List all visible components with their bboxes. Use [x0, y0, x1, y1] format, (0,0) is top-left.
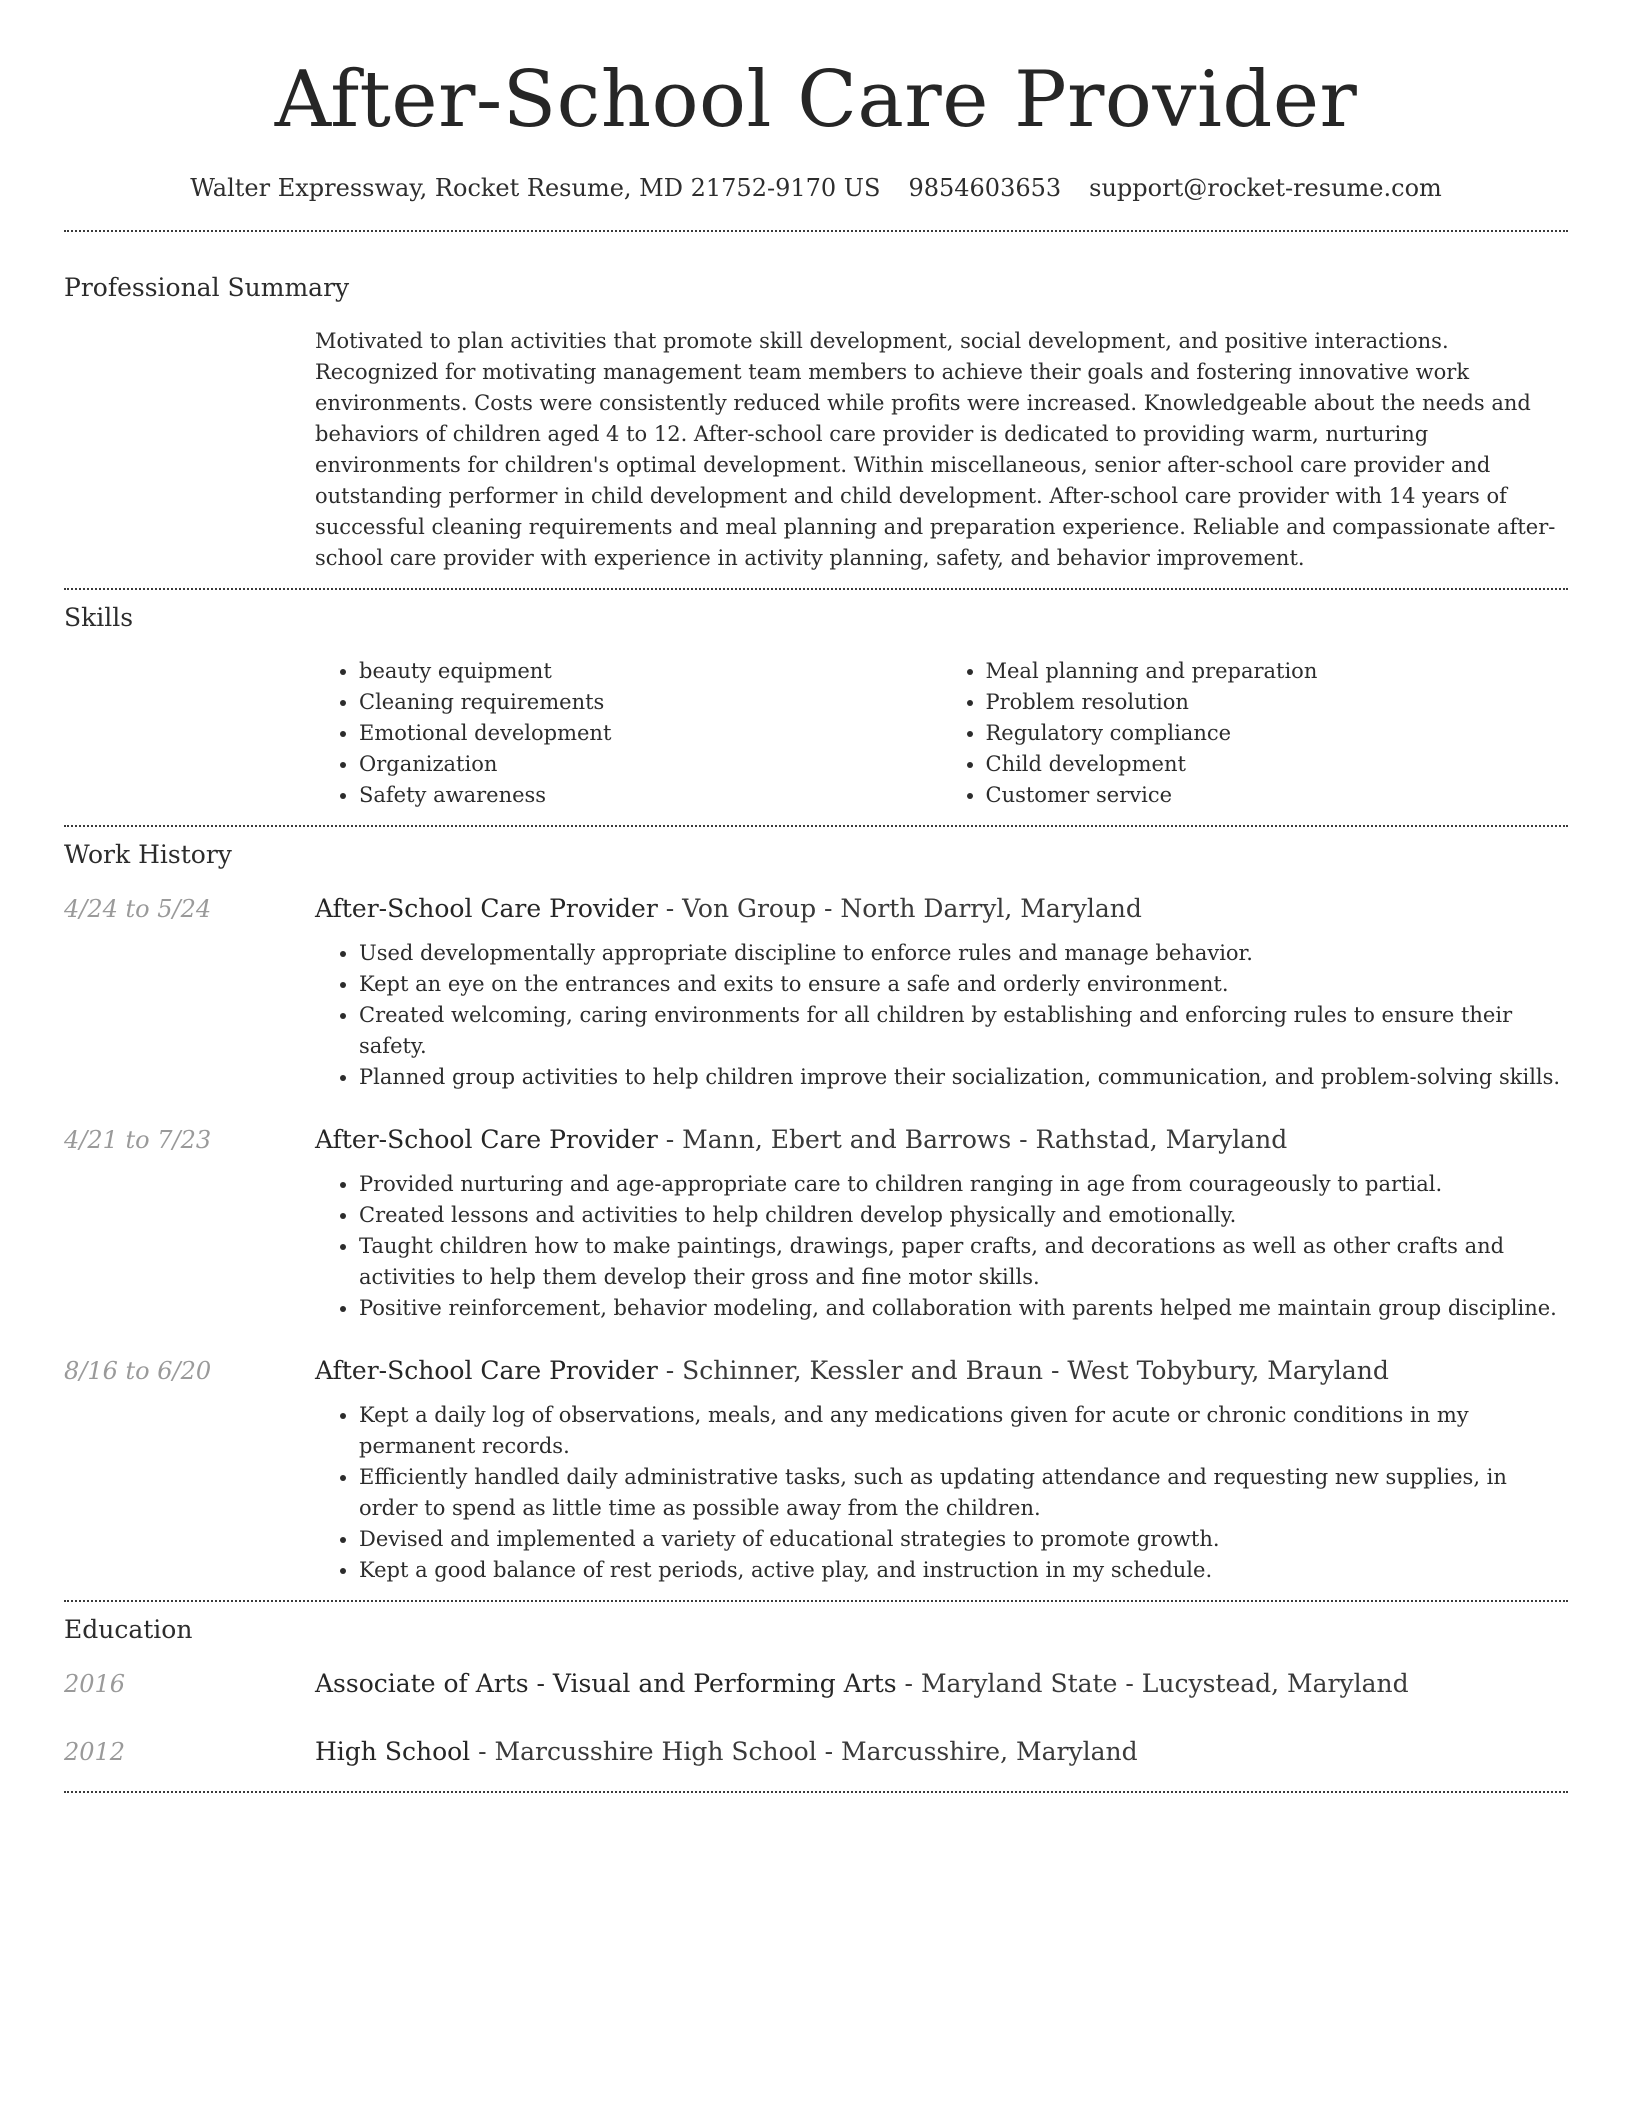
skills-column-left [315, 656, 942, 811]
job-bullet: • Created welcoming, caring environments for all children by establishing and enforcing rules to ensure their safety. [359, 1000, 1568, 1062]
divider [64, 1791, 1568, 1793]
skill-item: • Problem resolution [986, 687, 1569, 718]
job-company: - Mann, Ebert and Barrows - Rathstad, Maryland [657, 1125, 1288, 1154]
job-title [315, 892, 1142, 926]
skill-item: • Cleaning requirements [359, 687, 942, 718]
job-role: After-School Care Provider [315, 1125, 658, 1154]
education-entry [64, 1735, 1568, 1769]
job-bullets [315, 1169, 1568, 1324]
divider [64, 825, 1568, 827]
education-title [315, 1667, 1409, 1701]
skill-item: • Regulatory compliance [986, 718, 1569, 749]
job-bullet: • Positive reinforcement, behavior modeling, and collaboration with parents helped me maintain group discipline. [359, 1293, 1568, 1324]
job-bullets [315, 938, 1568, 1093]
section-title-education: Education [64, 1615, 193, 1644]
skills-list [315, 656, 1568, 811]
contact-line [64, 170, 1568, 206]
job-role: After-School Care Provider [315, 1356, 658, 1385]
job-bullet: • Efficiently handled daily administrative tasks, such as updating attendance and requesting new supplies, in order to spend as little time as possible away from the children. [359, 1462, 1568, 1524]
job-entry [64, 1354, 1568, 1586]
job-title [315, 1123, 1287, 1157]
resume-page [64, 0, 1568, 1793]
job-dates: 4/24 to 5/24 [64, 895, 212, 923]
job-dates: 8/16 to 6/20 [64, 1357, 212, 1385]
job-bullets [315, 1400, 1568, 1586]
resume-name: After-School Care Provider [274, 55, 1358, 145]
divider [64, 1600, 1568, 1602]
contact-email: support@rocket-resume.com [1089, 174, 1442, 202]
section-title-summary: Professional Summary [64, 273, 350, 302]
job-company: - Schinner, Kessler and Braun - West Tobybury, Maryland [657, 1356, 1389, 1385]
job-header [64, 1123, 1568, 1157]
job-bullet: • Kept a good balance of rest periods, active play, and instruction in my schedule. [359, 1555, 1568, 1586]
education-school: - Maryland State - Lucystead, Maryland [896, 1669, 1409, 1698]
job-bullet: • Taught children how to make paintings, drawings, paper crafts, and decorations as well as other crafts and activities to help them develop their gross and fine motor skills. [359, 1231, 1568, 1293]
education-title [315, 1735, 1138, 1769]
contact-address: Walter Expressway, Rocket Resume, MD 21752-9170 US [190, 174, 881, 202]
job-entry [64, 892, 1568, 1093]
summary-text: Motivated to plan activities that promote skill development, social development, and positive interactions. Recognized for motivating management team members to achieve their goals and fostering innovative work environments. Costs were consistently reduced while profits were increased. Knowledgeable about the needs and behaviors of children aged 4 to 12. After-school care provider is dedicated to providing warm, nurturing environments for children's optimal development. Within miscellaneous, senior after-school care provider and outstanding performer in child development and child development. After-school care provider with 14 years of successful cleaning requirements and meal planning and preparation experience. Reliable and compassionate after-school care provider with experience in activity planning, safety, and behavior improvement. [315, 329, 1556, 570]
job-title [315, 1354, 1389, 1388]
job-dates: 4/21 to 7/23 [64, 1126, 212, 1154]
divider [64, 230, 1568, 232]
section-title-skills: Skills [64, 603, 134, 632]
job-bullet: • Kept an eye on the entrances and exits to ensure a safe and orderly environment. [359, 969, 1568, 1000]
job-header [64, 892, 1568, 926]
summary-content [315, 326, 1568, 574]
job-bullet: • Devised and implemented a variety of educational strategies to promote growth. [359, 1524, 1568, 1555]
skill-item: • beauty equipment [359, 656, 942, 687]
education-year: 2012 [64, 1738, 126, 1766]
skill-item: • Child development [986, 749, 1569, 780]
job-entry [64, 1123, 1568, 1324]
job-bullet: • Created lessons and activities to help children develop physically and emotionally. [359, 1200, 1568, 1231]
education-degree: Associate of Arts - Visual and Performing Arts [315, 1669, 897, 1698]
job-bullet: • Used developmentally appropriate discipline to enforce rules and manage behavior. [359, 938, 1568, 969]
skill-item: • Customer service [986, 780, 1569, 811]
job-bullet: • Kept a daily log of observations, meals, and any medications given for acute or chronic conditions in my permanent records. [359, 1400, 1568, 1462]
skill-item: • Safety awareness [359, 780, 942, 811]
job-role: After-School Care Provider [315, 894, 658, 923]
education-degree: High School [315, 1737, 471, 1766]
section-title-work-history: Work History [64, 840, 232, 869]
skills-column-right [942, 656, 1569, 811]
divider [64, 588, 1568, 590]
skill-item: • Emotional development [359, 718, 942, 749]
education-entry [64, 1667, 1568, 1701]
job-bullet: • Provided nurturing and age-appropriate care to children ranging in age from courageously to partial. [359, 1169, 1568, 1200]
skill-item: • Meal planning and preparation [986, 656, 1569, 687]
education-year: 2016 [64, 1670, 126, 1698]
skill-item: • Organization [359, 749, 942, 780]
job-company: - Von Group - North Darryl, Maryland [657, 894, 1142, 923]
job-header [64, 1354, 1568, 1388]
contact-phone: 9854603653 [908, 174, 1062, 202]
job-bullet: • Planned group activities to help children improve their socialization, communication, and problem-solving skills. [359, 1062, 1568, 1093]
education-school: - Marcusshire High School - Marcusshire, Maryland [470, 1737, 1138, 1766]
